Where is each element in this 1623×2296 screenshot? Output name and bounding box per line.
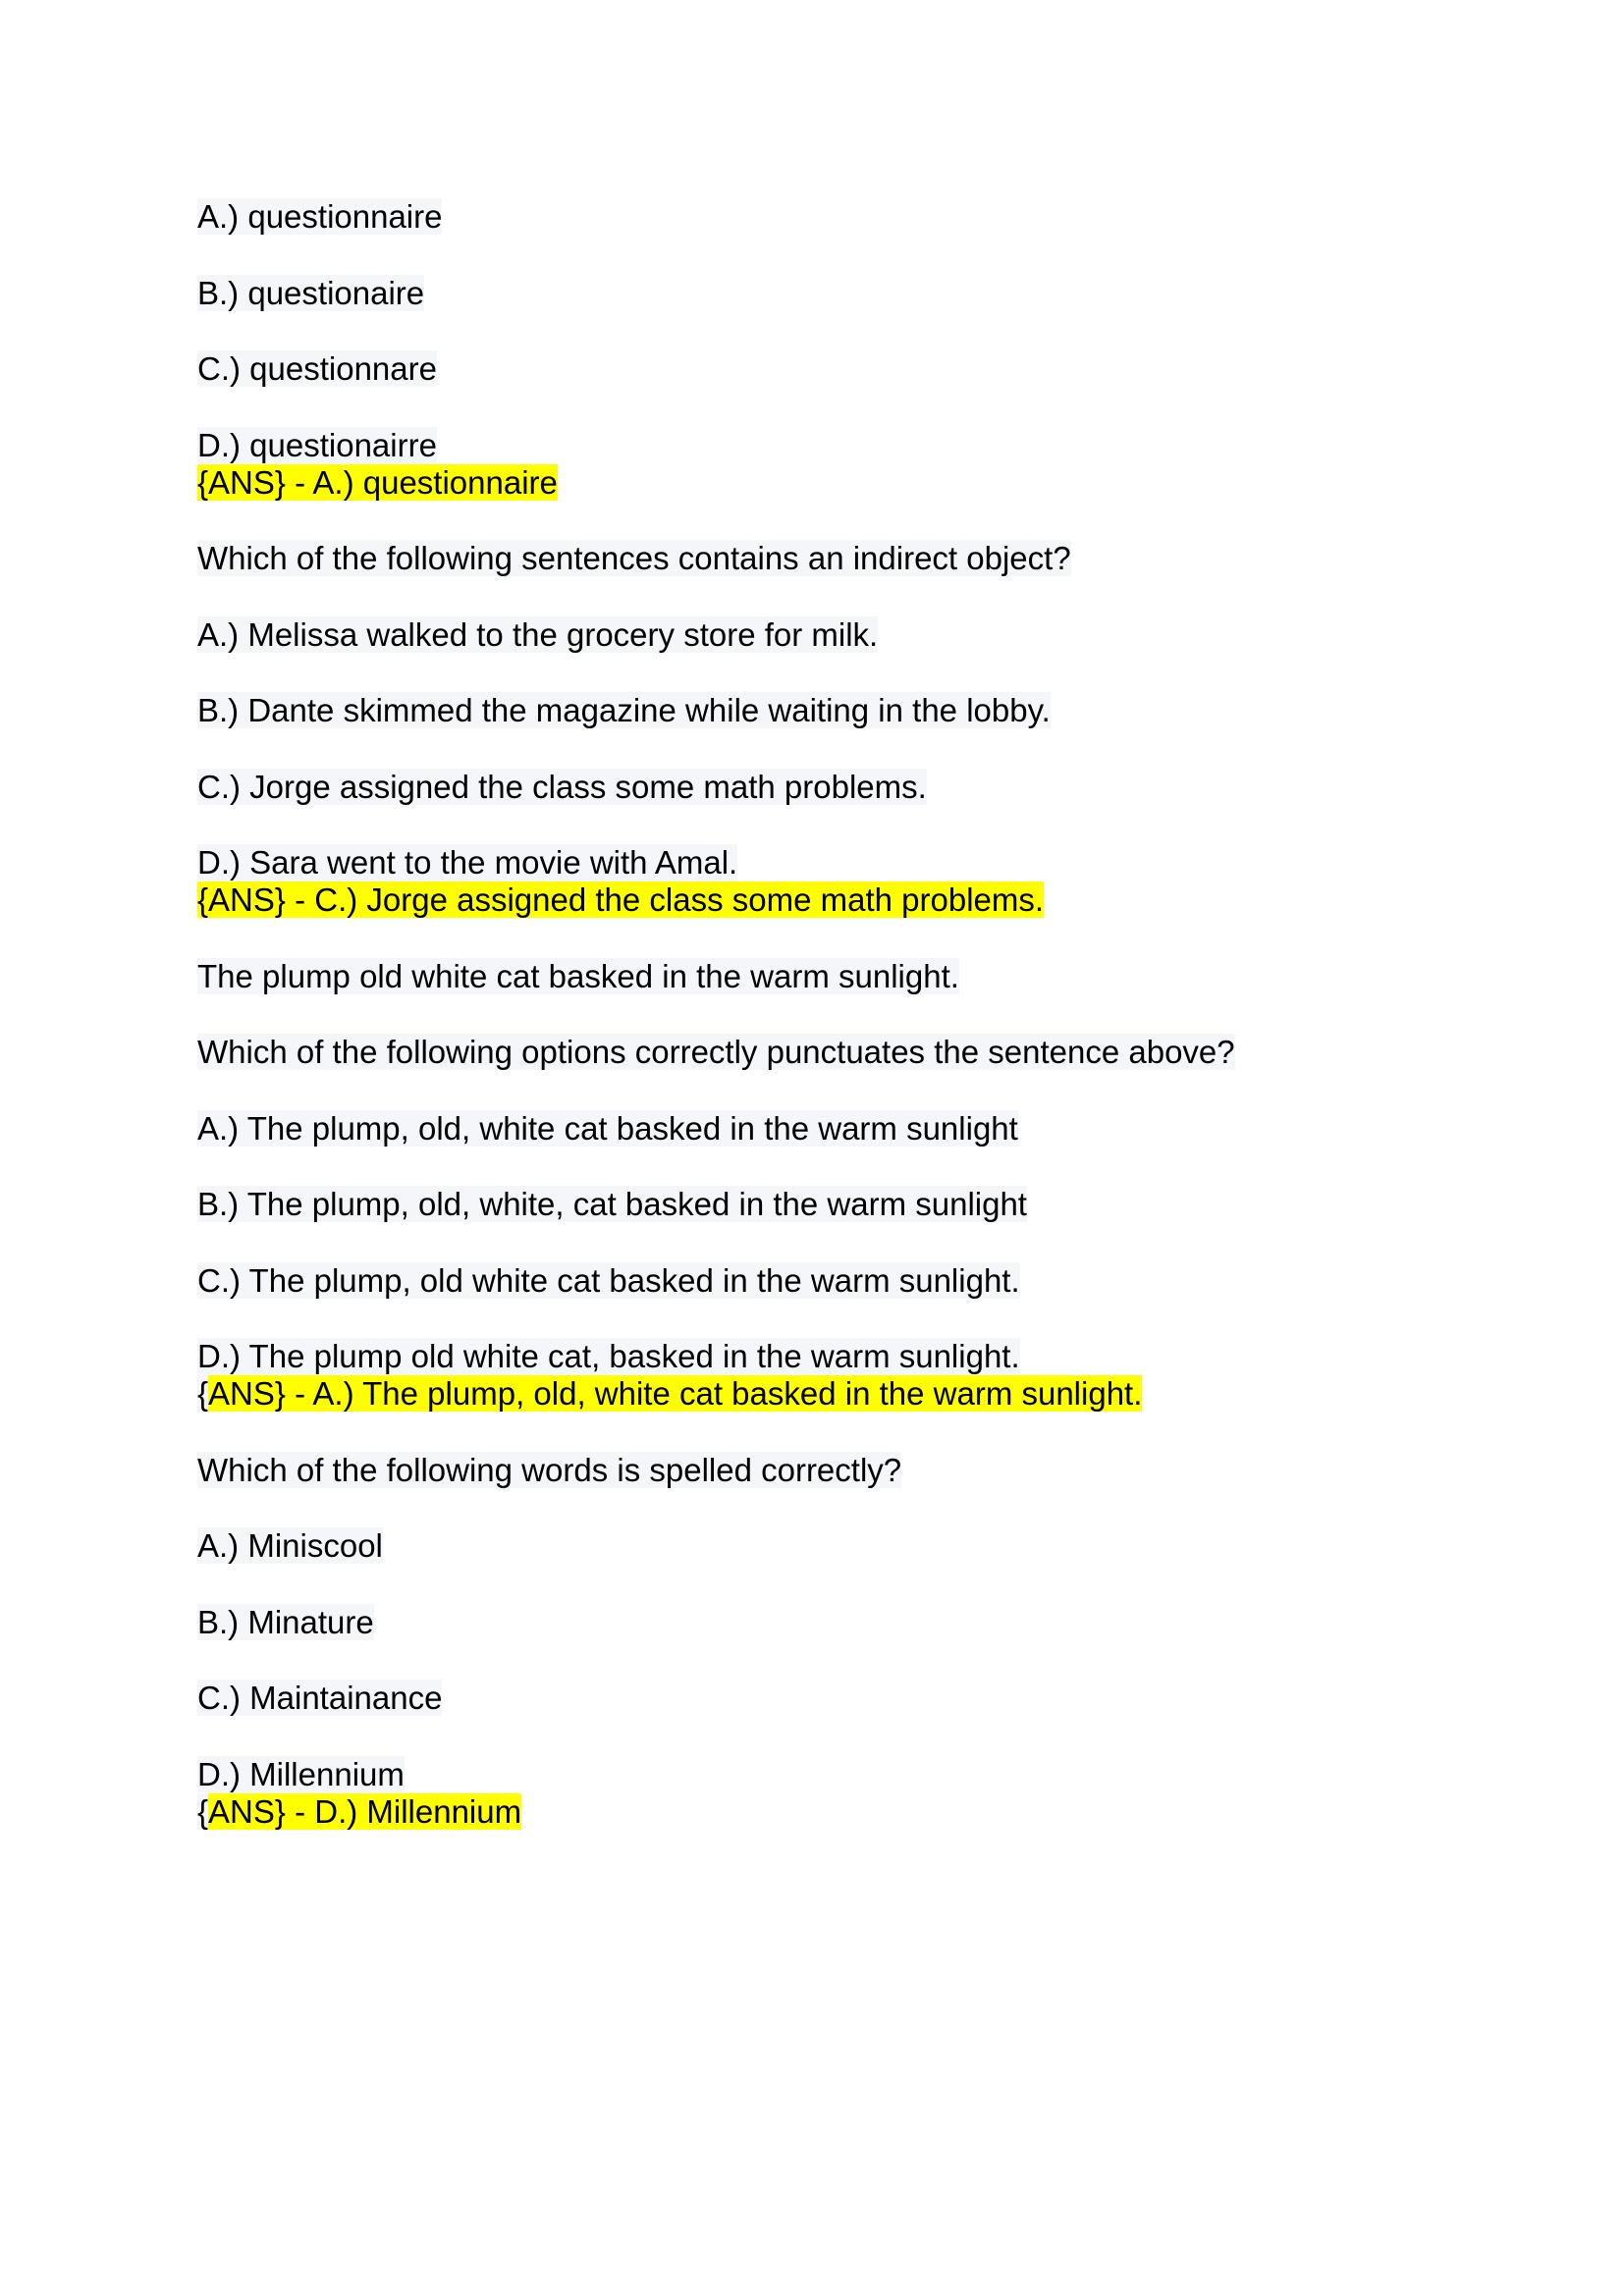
answer-key-text: ANS} - A.) The plump, old, white cat basked in the warm sunlight.: [208, 1375, 1143, 1412]
answer-option: [197, 769, 1474, 806]
question-prompt: [197, 1034, 1474, 1071]
question-sentence: [197, 958, 1474, 995]
answer-option-text: D.) questionairre: [197, 426, 437, 463]
answer-option-text: C.) questionnare: [197, 350, 437, 387]
answer-option: [197, 1338, 1474, 1375]
answer-key: [197, 464, 1474, 502]
document-body: [197, 198, 1474, 1869]
answer-option: [197, 198, 1474, 236]
question-prompt-text: Which of the following options correctly punctuates the sentence above?: [197, 1034, 1235, 1070]
answer-option-text: A.) The plump, old, white cat basked in the warm sunlight: [197, 1109, 1018, 1147]
answer-key-text: ANS} - A.) questionnaire: [208, 463, 558, 501]
answer-option: [197, 616, 1474, 654]
answer-option-text: D.) Millennium: [197, 1755, 405, 1792]
answer-option-text: D.) The plump old white cat, basked in the warm sunlight.: [197, 1338, 1020, 1374]
answer-option-text: A.) Melissa walked to the grocery store for milk.: [197, 615, 879, 653]
answer-option: [197, 844, 1474, 881]
answer-key: [197, 1793, 1474, 1831]
answer-key-brace: {: [197, 1792, 209, 1830]
answer-option-text: B.) Dante skimmed the magazine while waiting in the lobby.: [197, 692, 1051, 728]
answer-option-text: D.) Sara went to the movie with Amal.: [197, 844, 738, 881]
answer-option-text: C.) The plump, old white cat basked in the warm sunlight.: [197, 1261, 1020, 1299]
answer-key-text: ANS} - D.) Millennium: [208, 1792, 522, 1830]
answer-option-text: C.) Jorge assigned the class some math problems.: [197, 768, 927, 805]
answer-option: [197, 350, 1474, 388]
answer-option: [197, 1527, 1474, 1565]
answer-option: [197, 1110, 1474, 1148]
answer-option: [197, 1756, 1474, 1793]
answer-option-text: C.) Maintainance: [197, 1680, 443, 1716]
answer-key: [197, 881, 1474, 919]
answer-option-text: A.) questionnaire: [197, 198, 443, 235]
answer-key-brace: {: [197, 881, 209, 918]
answer-option-text: A.) Miniscool: [197, 1527, 383, 1564]
answer-option: [197, 692, 1474, 729]
question-prompt: [197, 540, 1474, 577]
answer-option-text: B.) questionaire: [197, 274, 425, 311]
answer-option: [197, 1262, 1474, 1300]
question-prompt-text: Which of the following words is spelled correctly?: [197, 1451, 902, 1488]
answer-option-text: B.) Minature: [197, 1603, 374, 1640]
answer-option: [197, 427, 1474, 464]
answer-option: [197, 1680, 1474, 1717]
answer-key: [197, 1375, 1474, 1413]
question-sentence-text: The plump old white cat basked in the warm sunlight.: [197, 957, 959, 994]
question-prompt: [197, 1452, 1474, 1489]
answer-key-brace: {: [197, 1375, 209, 1412]
question-prompt-text: Which of the following sentences contains an indirect object?: [197, 540, 1071, 576]
answer-option-text: B.) The plump, old, white, cat basked in the warm sunlight: [197, 1186, 1027, 1222]
answer-key-brace: {: [197, 463, 209, 501]
answer-option: [197, 1604, 1474, 1641]
answer-key-text: ANS} - C.) Jorge assigned the class some math problems.: [208, 881, 1045, 918]
answer-option: [197, 275, 1474, 312]
answer-option: [197, 1186, 1474, 1223]
